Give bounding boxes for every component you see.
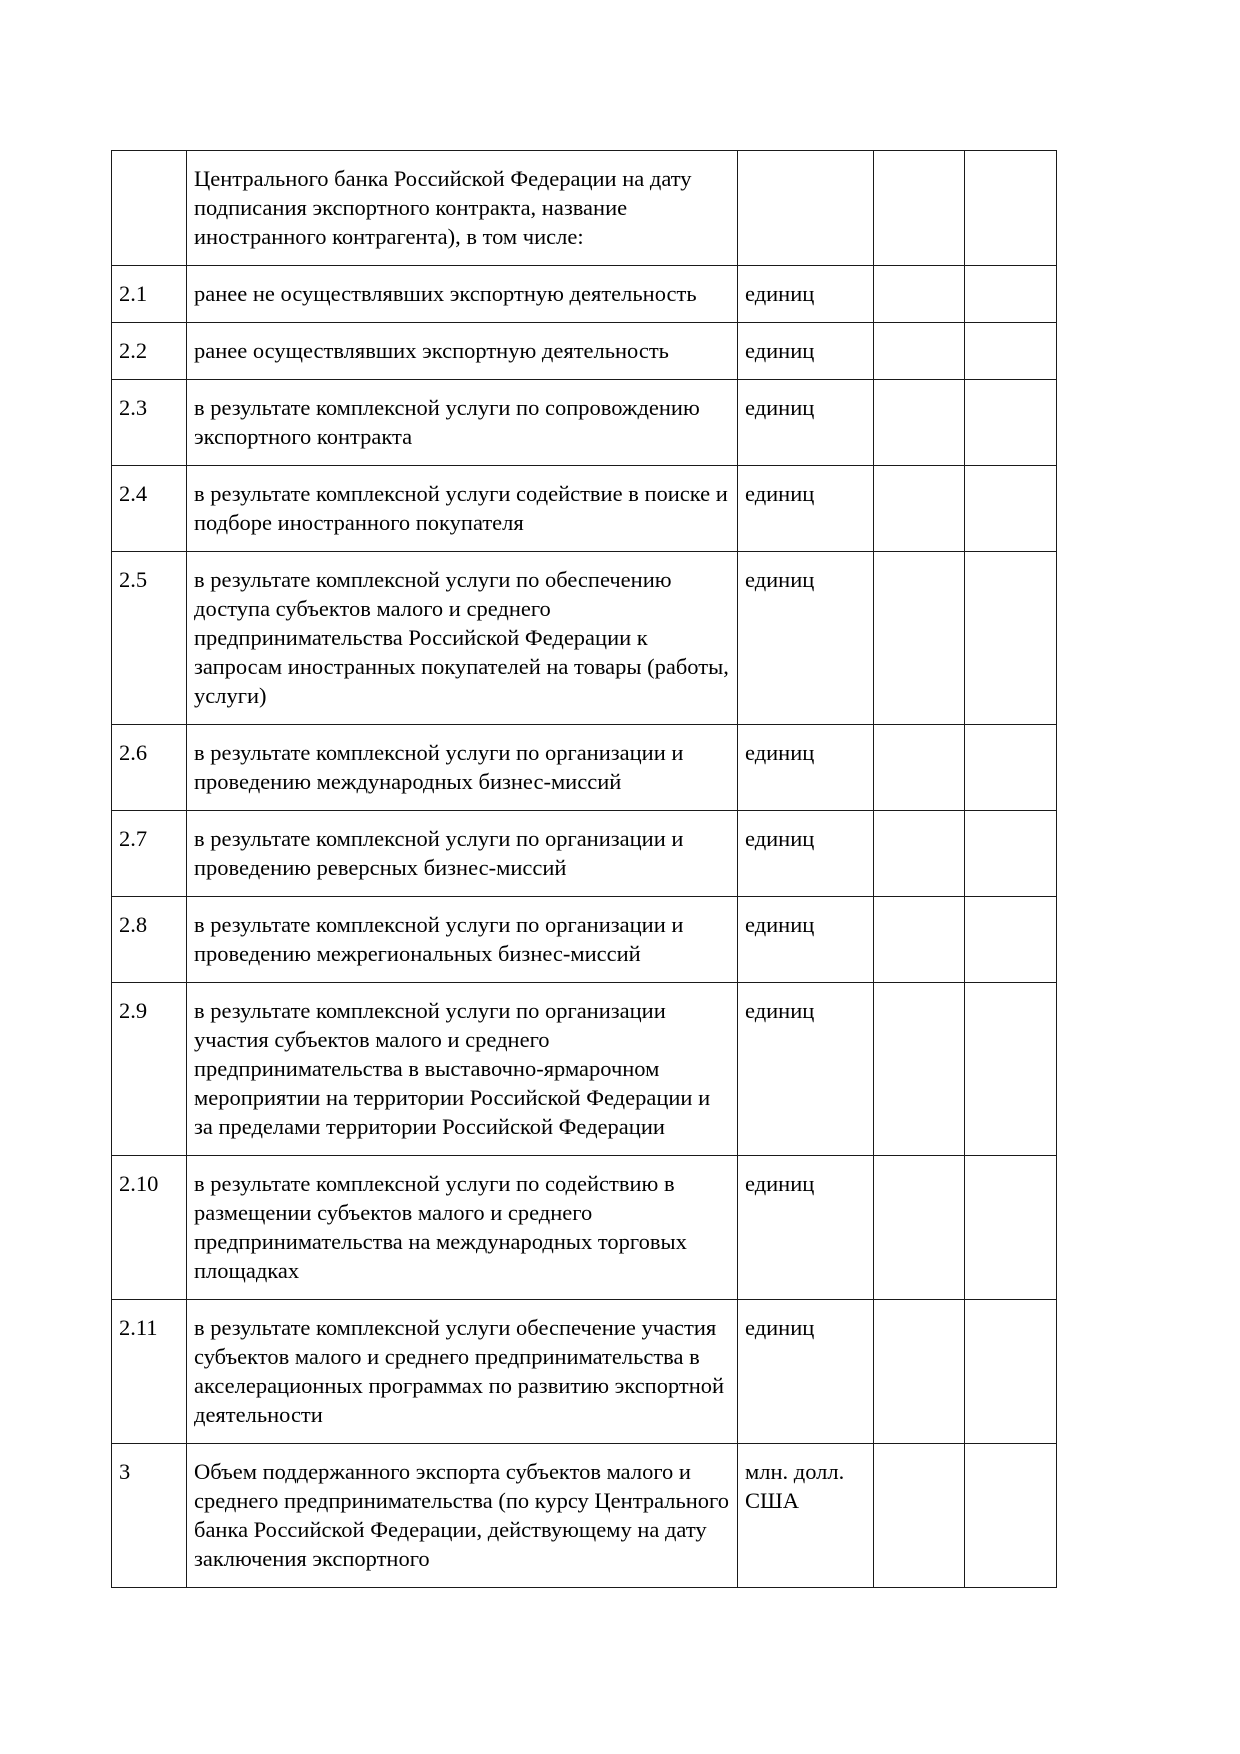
row-unit: единиц (738, 1300, 874, 1444)
table-row (112, 897, 1057, 983)
row-value-2 (965, 552, 1057, 725)
row-value-1 (874, 266, 965, 323)
row-description: в результате комплексной услуги по организации и проведению международных бизнес-миссий (187, 725, 738, 811)
table-row (112, 380, 1057, 466)
table-row (112, 1156, 1057, 1300)
row-value-1 (874, 466, 965, 552)
row-number: 2.8 (112, 897, 187, 983)
row-value-1 (874, 323, 965, 380)
row-number: 2.9 (112, 983, 187, 1156)
row-value-1 (874, 983, 965, 1156)
row-value-2 (965, 897, 1057, 983)
table-row (112, 811, 1057, 897)
row-number: 2.7 (112, 811, 187, 897)
row-number (112, 151, 187, 266)
row-unit: единиц (738, 897, 874, 983)
row-value-2 (965, 380, 1057, 466)
table-row (112, 1444, 1057, 1588)
row-description: в результате комплексной услуги по сопровождению экспортного контракта (187, 380, 738, 466)
row-number: 2.4 (112, 466, 187, 552)
row-value-1 (874, 725, 965, 811)
row-number: 2.3 (112, 380, 187, 466)
row-number: 2.1 (112, 266, 187, 323)
row-number: 2.2 (112, 323, 187, 380)
row-number: 2.6 (112, 725, 187, 811)
row-unit: единиц (738, 983, 874, 1156)
row-number: 3 (112, 1444, 187, 1588)
table-row (112, 1300, 1057, 1444)
row-number: 2.11 (112, 1300, 187, 1444)
row-value-1 (874, 151, 965, 266)
row-unit: единиц (738, 380, 874, 466)
row-unit (738, 151, 874, 266)
table-row (112, 725, 1057, 811)
row-value-2 (965, 983, 1057, 1156)
row-value-2 (965, 1444, 1057, 1588)
row-value-1 (874, 552, 965, 725)
row-description: в результате комплексной услуги по организации и проведению межрегиональных бизнес-миссий (187, 897, 738, 983)
row-value-2 (965, 811, 1057, 897)
row-number: 2.5 (112, 552, 187, 725)
row-value-2 (965, 266, 1057, 323)
row-value-1 (874, 1300, 965, 1444)
row-unit: единиц (738, 725, 874, 811)
row-unit: единиц (738, 323, 874, 380)
row-unit: единиц (738, 1156, 874, 1300)
row-value-2 (965, 466, 1057, 552)
row-value-1 (874, 811, 965, 897)
row-description: в результате комплексной услуги содействие в поиске и подборе иностранного покупателя (187, 466, 738, 552)
row-description: в результате комплексной услуги по организации и проведению реверсных бизнес-миссий (187, 811, 738, 897)
row-value-2 (965, 151, 1057, 266)
row-description: ранее осуществлявших экспортную деятельность (187, 323, 738, 380)
row-value-2 (965, 323, 1057, 380)
row-value-2 (965, 1156, 1057, 1300)
row-unit: единиц (738, 466, 874, 552)
row-value-2 (965, 725, 1057, 811)
row-description: Центрального банка Российской Федерации на дату подписания экспортного контракта, название иностранного контрагента), в том числе: (187, 151, 738, 266)
table-row (112, 266, 1057, 323)
row-description: в результате комплексной услуги по содействию в размещении субъектов малого и среднего предпринимательства на международных торговых площадках (187, 1156, 738, 1300)
row-number: 2.10 (112, 1156, 187, 1300)
table-row (112, 466, 1057, 552)
row-description: Объем поддержанного экспорта субъектов малого и среднего предпринимательства (по курсу Центрального банка Российской Федерации, действующему на дату заключения экспортного (187, 1444, 738, 1588)
indicators-table (111, 150, 1057, 1588)
row-value-1 (874, 1444, 965, 1588)
row-value-1 (874, 897, 965, 983)
row-value-1 (874, 1156, 965, 1300)
row-description: в результате комплексной услуги по обеспечению доступа субъектов малого и среднего предпринимательства Российской Федерации к запросам иностранных покупателей на товары (работы, услуги) (187, 552, 738, 725)
table-row (112, 552, 1057, 725)
row-unit: единиц (738, 266, 874, 323)
row-unit: млн. долл. США (738, 1444, 874, 1588)
row-value-2 (965, 1300, 1057, 1444)
row-unit: единиц (738, 811, 874, 897)
row-value-1 (874, 380, 965, 466)
row-unit: единиц (738, 552, 874, 725)
table-row (112, 983, 1057, 1156)
row-description: в результате комплексной услуги по организации участия субъектов малого и среднего предпринимательства в выставочно-ярмарочном мероприятии на территории Российской Федерации и за пределами территории Российской Федерации (187, 983, 738, 1156)
row-description: ранее не осуществлявших экспортную деятельность (187, 266, 738, 323)
table-row (112, 151, 1057, 266)
row-description: в результате комплексной услуги обеспечение участия субъектов малого и среднего предпринимательства в акселерационных программах по развитию экспортной деятельности (187, 1300, 738, 1444)
table-row (112, 323, 1057, 380)
